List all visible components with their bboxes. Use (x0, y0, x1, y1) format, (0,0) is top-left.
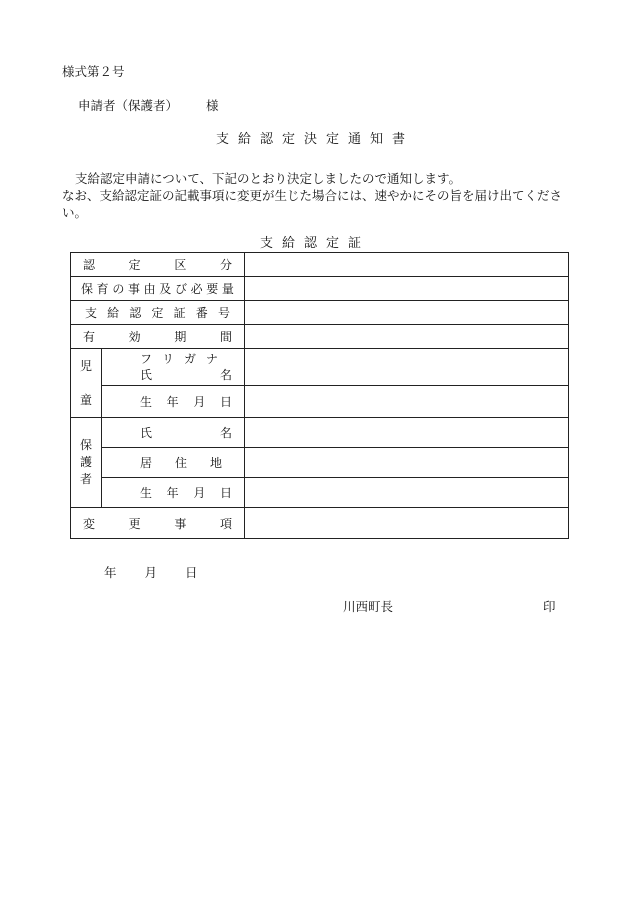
cert-number-label (71, 301, 245, 325)
change-label (71, 508, 245, 539)
guardian-group-text: 保 護 者 (79, 438, 92, 486)
guardian-name-text: 氏 名 (140, 426, 232, 440)
validity-value (245, 325, 569, 349)
document-title: 支給認定決定通知書 (215, 132, 414, 147)
change-value (245, 508, 569, 539)
guardian-address-value (245, 448, 569, 478)
guardian-birthdate-text: 生 年 月 日 (140, 486, 232, 500)
reason-text: 保 育 の 事 由 及 び 必 要 量 (81, 282, 234, 296)
row-validity (71, 325, 569, 349)
row-child-name (71, 349, 569, 386)
certificate-title: 支給認定証 (259, 236, 370, 251)
child-name-text: 氏 名 (140, 368, 232, 383)
year-label: 年 (104, 565, 117, 580)
row-child-birthdate (71, 386, 569, 418)
child-birthdate-label (102, 386, 245, 418)
guardian-group-label (71, 418, 102, 508)
child-group-label (71, 349, 102, 418)
row-change (71, 508, 569, 539)
body-paragraph-2: なお、支給認定証の記載事項に変更が生じた場合には、速やかにその旨を届け出てください。 (62, 188, 563, 220)
category-text: 認 定 区 分 (83, 258, 232, 272)
date-line (104, 565, 226, 580)
reason-label (71, 277, 245, 301)
reason-value (245, 277, 569, 301)
body-text (62, 170, 572, 221)
row-cert-number (71, 301, 569, 325)
validity-label (71, 325, 245, 349)
guardian-address-label (102, 448, 245, 478)
validity-text: 有 効 期 間 (83, 330, 232, 344)
child-name-label (102, 349, 245, 386)
cert-number-value (245, 301, 569, 325)
row-reason (71, 277, 569, 301)
guardian-name-value (245, 418, 569, 448)
child-furigana-label: フ リ ガ ナ (140, 352, 218, 367)
child-name-value (245, 349, 569, 386)
change-text: 変 更 事 項 (83, 516, 232, 531)
row-guardian-address (71, 448, 569, 478)
row-guardian-birthdate (71, 478, 569, 508)
guardian-address-text: 居 住 地 (140, 456, 222, 470)
category-value (245, 253, 569, 277)
child-group-text: 児 童 (79, 359, 92, 407)
form-number: 様式第２号 (62, 64, 125, 79)
child-birthdate-text: 生 年 月 日 (140, 395, 232, 410)
child-birthdate-value (245, 386, 569, 418)
certificate-table (70, 252, 569, 539)
guardian-birthdate-value (245, 478, 569, 508)
body-paragraph-1: 支給認定申請について、下記のとおり決定しましたので通知します。 (75, 171, 462, 186)
row-guardian-name (71, 418, 569, 448)
guardian-name-label (102, 418, 245, 448)
seal-mark: 印 (543, 599, 556, 614)
row-category (71, 253, 569, 277)
month-label: 月 (144, 565, 158, 580)
guardian-birthdate-label (102, 478, 245, 508)
recipient-honorific: 様 (206, 98, 219, 113)
category-label (71, 253, 245, 277)
recipient-line (78, 98, 219, 113)
day-label: 日 (185, 565, 198, 580)
cert-number-text: 支 給 認 定 証 番 号 (85, 306, 230, 320)
issuer-name: 川西町長 (343, 599, 394, 614)
recipient-label: 申請者（保護者） (78, 98, 179, 113)
